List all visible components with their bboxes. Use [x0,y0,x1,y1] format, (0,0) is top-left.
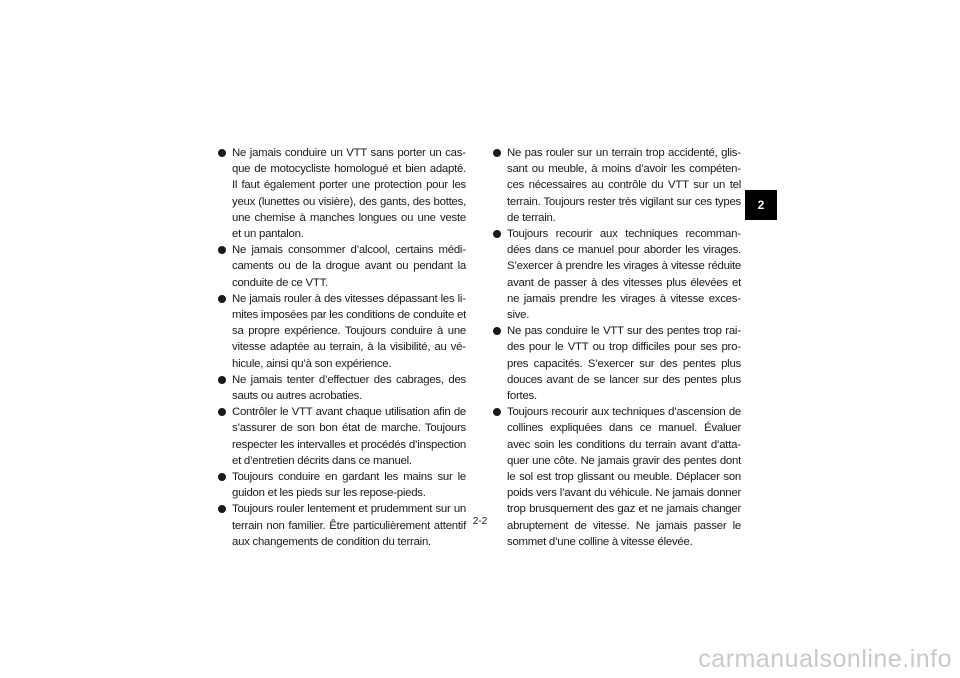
list-item-text: Ne jamais consommer d’alcool, certains médicaments ou de la drogue avant ou pendant la conduite de ce VTT. [232,244,466,289]
list-item-text: Ne pas conduire le VTT sur des pentes trop raides pour le VTT ou trop difficiles pour ses propres capacités. S’exercer sur des pentes plus douces avant de se lancer sur des pentes plus fortes. [507,325,741,403]
bullet-icon [493,327,501,335]
list-item [493,404,741,550]
list-item-text: Contrôler le VTT avant chaque utilisation afin de s’assurer de son bon état de marche. Toujours respecter les intervalles et procédés d’inspection et d’entretien décrits dans ce manuel. [232,406,466,467]
bullet-icon [218,408,226,416]
list-item [218,242,466,291]
chapter-tab: 2 [745,190,777,220]
right-column-bullet-list [493,145,741,550]
bullet-icon [493,408,501,416]
list-item-text: Ne jamais tenter d’effectuer des cabrages, des sauts ou autres acrobaties. [232,373,466,403]
list-item-text: Toujours conduire en gardant les mains sur le guidon et les pieds sur les repose-pieds. [232,471,466,500]
list-item [493,145,741,226]
list-item-text: Ne pas rouler sur un terrain trop accidenté, glissant ou meuble, à moins d’avoir les compétences nécessaires au contrôle du VTT sur un tel terrain. Toujours rester très vigilant sur ces types de terrain. [507,147,741,224]
bullet-icon [218,473,226,481]
bullet-icon [493,230,501,238]
list-item-text: Toujours recourir aux techniques recommandées dans ce manuel pour aborder les virages. S’exercer à prendre les virages à vitesse réduite avant de passer à des vitesses plus élevées et ne jamais prendre les virages à vitesse excessive. [507,228,741,322]
list-item [218,372,466,404]
watermark: carmanualsonline.info [698,645,952,673]
list-item-text: Ne jamais conduire un VTT sans porter un casque de motocycliste homologué et bien adapté. Il faut également porter une protection pour les yeux (lunettes ou visière), des gants, des bottes, une chemise à manches longues ou une veste et un pantalon. [232,147,466,241]
bullet-icon [218,149,226,157]
list-item [493,323,741,404]
list-item-text: Toujours rouler lentement et prudemment sur un terrain non familier. Être particulièrement attentif aux changements de condition du terrain. [232,503,466,548]
bullet-icon [218,505,226,513]
list-item [218,469,466,501]
bullet-icon [218,295,226,303]
left-column-bullet-list [218,145,466,550]
list-item [493,226,741,323]
bullet-icon [493,149,501,157]
list-item [218,145,466,242]
list-item [218,291,466,372]
list-item-text: Toujours recourir aux techniques d’ascension de collines expliquées dans ce manuel. Évaluer avec soin les conditions du terrain avant d’attaquer une côte. Ne jamais gravir des pentes dont le sol est trop glissant ou meuble. Déplacer son poids vers l’avant du véhicule. Ne jamais donner trop brusquement des gaz et ne jamais changer abruptement de vitesse. Ne jamais passer le sommet d’une colline à vitesse élevée. [507,406,741,548]
page-number: 2-2 [472,516,488,527]
list-item [218,404,466,469]
list-item-text: Ne jamais rouler à des vitesses dépassant les limites imposées par les conditions de conduite et sa propre expérience. Toujours conduire à une vitesse adaptée au terrain, à la visibilité, au véhicule, ainsi qu’à son expérience. [232,292,466,370]
bullet-icon [218,376,226,384]
bullet-icon [218,246,226,254]
